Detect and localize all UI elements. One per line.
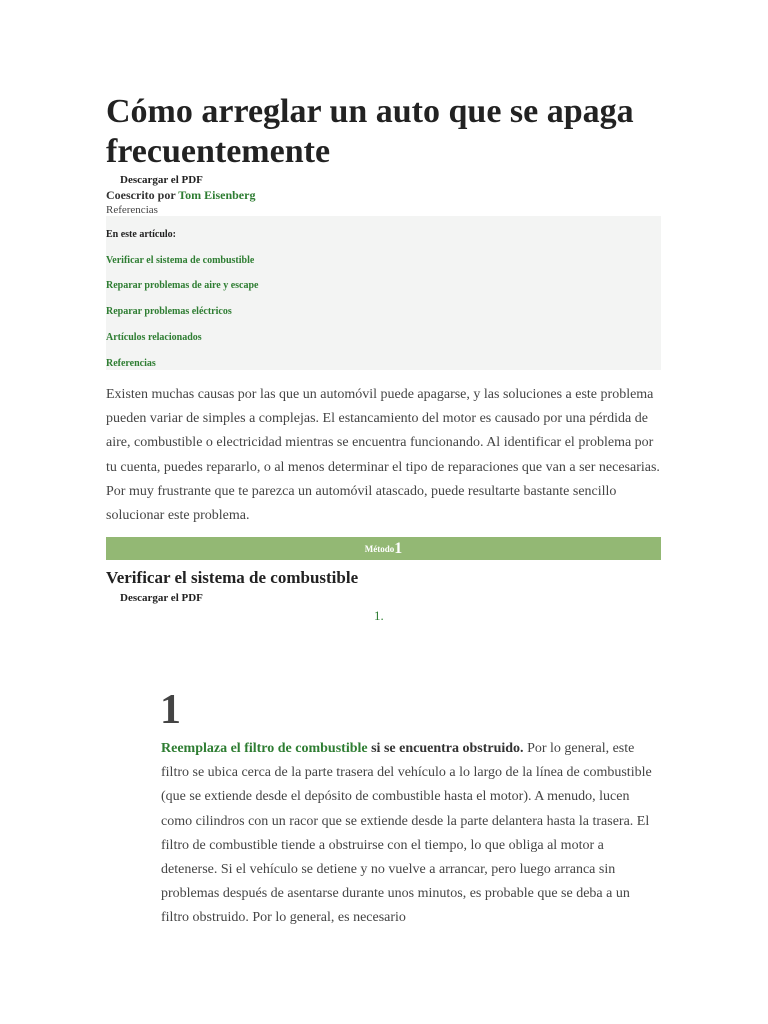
toc-heading: En este artículo:	[106, 229, 176, 240]
step-big-number: 1	[160, 687, 181, 733]
toc-item-air-exhaust[interactable]: Reparar problemas de aire y escape	[106, 280, 259, 291]
step-text	[161, 737, 661, 931]
toc-item-fuel-system[interactable]: Verificar el sistema de combustible	[106, 255, 255, 266]
toc-item-electrical[interactable]: Reparar problemas eléctricos	[106, 306, 232, 317]
method-bar	[106, 537, 661, 560]
page-title: Cómo arreglar un auto que se apaga frecuentemente	[106, 93, 634, 170]
step-body: Por lo general, este filtro se ubica cerca de la parte trasera del vehículo a lo largo de la línea de combustible (que se extiende desde el depósito de combustible hasta el motor). A menudo, lucen como cilindros con un racor que se extiende desde la parte delantera hasta la trasera. El filtro de combustible tiende a obstruirse con el tiempo, lo que obliga al motor a detenerse. Si el vehículo se detiene y no vuelve a arrancar, pero luego arranca sin problemas después de asentarse durante unos minutos, es probable que se deba a un filtro obstruido. Por lo general, es necesario	[161, 741, 652, 926]
toc-item-related-articles[interactable]: Artículos relacionados	[106, 332, 202, 343]
section-title: Verificar el sistema de combustible	[106, 568, 359, 587]
download-pdf-link-method[interactable]: Descargar el PDF	[120, 592, 203, 604]
intro-paragraph: Existen muchas causas por las que un automóvil puede apagarse, y las soluciones a este problema pueden variar de simples a complejas. El estancamiento del motor es causado por una pérdida de aire, combustible o electricidad mientras se encuentra funcionando. Al identificar el problema por tu cuenta, puedes repararlo, o al menos determinar el tipo de reparaciones que van a ser necesarias. Por muy frustrante que te parezca un automóvil atascado, puede resultarte bastante sencillo solucionar este problema.	[106, 387, 660, 524]
method-number: 1	[394, 540, 403, 557]
toc-item-references[interactable]: Referencias	[106, 358, 156, 369]
coauthor-line	[106, 188, 255, 203]
step-index: 1.	[374, 608, 384, 623]
method-label: Método	[364, 544, 395, 554]
step-lead-bold: si se encuentra obstruido.	[367, 741, 524, 756]
coauthor-prefix: Coescrito por	[106, 188, 179, 202]
table-of-contents	[106, 216, 661, 370]
references-label[interactable]: Referencias	[106, 204, 158, 216]
coauthor-name-link[interactable]: Tom Eisenberg	[178, 188, 256, 202]
download-pdf-link[interactable]: Descargar el PDF	[120, 174, 203, 186]
step-lead-link[interactable]: Reemplaza el filtro de combustible	[161, 741, 368, 756]
